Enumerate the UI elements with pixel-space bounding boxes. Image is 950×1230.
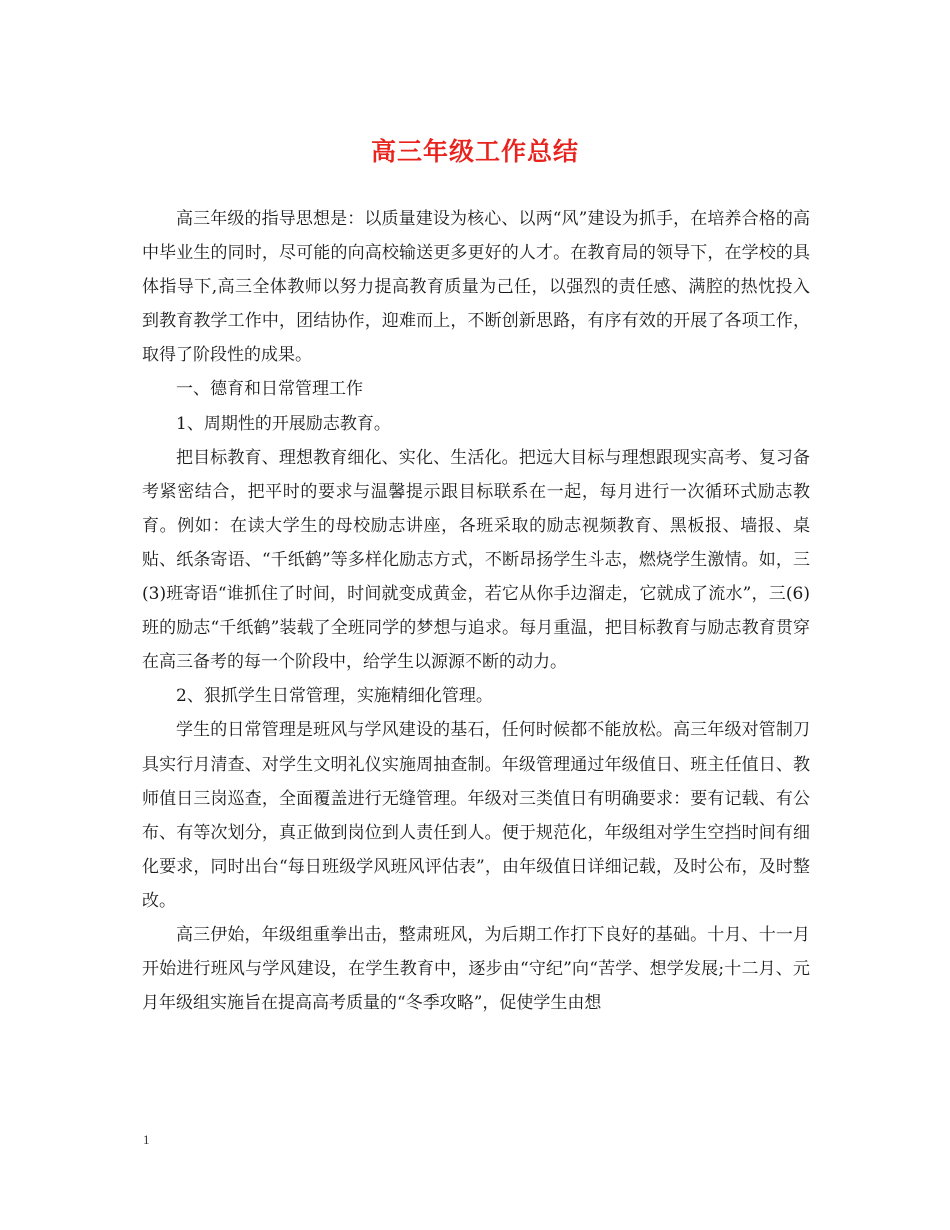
document-body bbox=[142, 202, 810, 1020]
section-heading-moral-education: 一、德育和日常管理工作 bbox=[176, 379, 363, 400]
subheading-daily-management: 2、狠抓学生日常管理，实施精细化管理。 bbox=[176, 686, 493, 707]
paragraph-class-discipline: 高三伊始，年级组重拳出击，整肃班风，为后期工作打下良好的基础。十月、十一月开始进行班风与学风建设，在学生教育中，逐步由“守纪”向“苦学、想学发展;十二月、元月年级组实施旨在提高高考质量的“冬季攻略”，促使学生由想 bbox=[142, 924, 810, 1014]
document-title: 高三年级工作总结 bbox=[370, 137, 579, 166]
paragraph-daily-management: 学生的日常管理是班风与学风建设的基石，任何时候都不能放松。高三年级对管制刀具实行月清查、对学生文明礼仪实施周抽查制。年级管理通过年级值日、班主任值日、教师值日三岗巡查，全面覆盖进行无缝管理。年级对三类值日有明确要求：要有记载、有公布、有等次划分，真正做到岗位到人责任到人。便于规范化，年级组对学生空挡时间有细化要求，同时出台“每日班级学风班风评估表”，由年级值日详细记载，及时公布，及时整改。 bbox=[142, 720, 810, 911]
page-number: 1 bbox=[143, 1132, 150, 1147]
paragraph-goal-education: 把目标教育、理想教育细化、实化、生活化。把远大目标与理想跟现实高考、复习备考紧密结合，把平时的要求与温馨提示跟目标联系在一起，每月进行一次循环式励志教育。例如：在读大学生的母校励志讲座，各班采取的励志视频教育、黑板报、墙报、桌贴、纸条寄语、“千纸鹤”等多样化励志方式，不断昂扬学生斗志，燃烧学生激情。如，三(3)班寄语“谁抓住了时间，时间就变成黄金，若它从你手边溜走，它就成了流水”，三(6)班的励志“千纸鹤”装载了全班同学的梦想与追求。每月重温，把目标教育与励志教育贯穿在高三备考的每一个阶段中，给学生以源源不断的动力。 bbox=[142, 447, 810, 673]
paragraph-guiding-thought: 高三年级的指导思想是：以质量建设为核心、以两“风”建设为抓手，在培养合格的高中毕业生的同时，尽可能的向高校输送更多更好的人才。在教育局的领导下，在学校的具体指导下,高三全体教师以努力提高教育质量为己任，以强烈的责任感、满腔的热忱投入到教育教学工作中，团结协作，迎难而上，不断创新思路，有序有效的开展了各项工作，取得了阶段性的成果。 bbox=[142, 209, 810, 366]
subheading-motivational-education: 1、周期性的开展励志教育。 bbox=[176, 413, 391, 434]
